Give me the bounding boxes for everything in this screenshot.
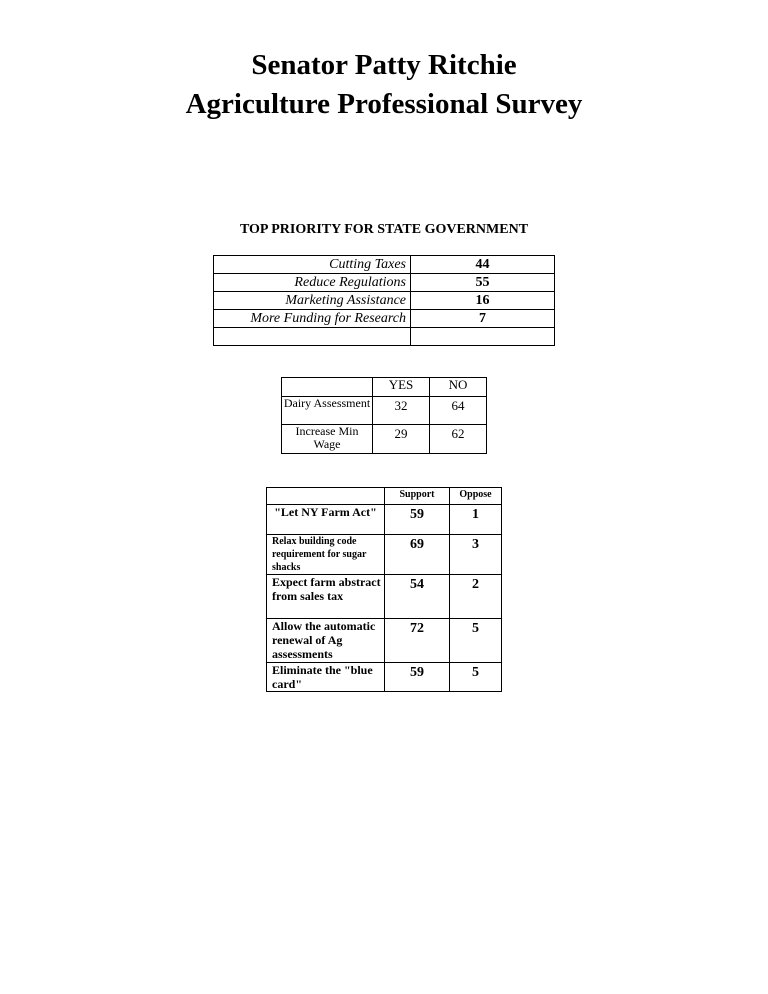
priority-heading: TOP PRIORITY FOR STATE GOVERNMENT (239, 222, 529, 237)
support-value (385, 575, 450, 619)
priority-value: 7 (411, 310, 555, 328)
support-header: Support (385, 488, 450, 505)
support-value-text: 72 (410, 621, 424, 636)
oppose-value (450, 619, 502, 663)
row-label: Relax building code requirement for sugar shacks (267, 535, 385, 575)
oppose-value (450, 535, 502, 575)
oppose-value-text: 1 (472, 507, 479, 522)
title-line-2: Agriculture Professional Survey (185, 88, 583, 120)
table-header-row (282, 378, 487, 397)
oppose-header: Oppose (450, 488, 502, 505)
table-row (267, 575, 502, 619)
row-label: Eliminate the "blue card" (267, 663, 385, 692)
priority-value: 44 (411, 256, 555, 274)
row-label: "Let NY Farm Act" (267, 505, 385, 535)
table-row (214, 292, 555, 310)
priority-value: 55 (411, 274, 555, 292)
table-row (267, 619, 502, 663)
priority-value: 16 (411, 292, 555, 310)
no-header: NO (430, 378, 487, 397)
table-row (214, 274, 555, 292)
row-label: Expect farm abstract from sales tax (267, 575, 385, 619)
no-value: 64 (430, 397, 487, 425)
priority-label: Marketing Assistance (214, 292, 411, 310)
yes-value: 32 (373, 397, 430, 425)
support-value (385, 663, 450, 692)
title-line-1: Senator Patty Ritchie (251, 49, 517, 81)
table-row (214, 256, 555, 274)
table-header-row (267, 488, 502, 505)
yes-value: 29 (373, 425, 430, 454)
yes-header: YES (373, 378, 430, 397)
table-row (282, 425, 487, 454)
table-row-empty (214, 328, 555, 346)
oppose-value (450, 575, 502, 619)
table-row (267, 505, 502, 535)
row-label: Allow the automatic renewal of Ag assessments (267, 619, 385, 663)
support-value-text: 69 (410, 537, 424, 552)
yes-no-table (281, 377, 487, 454)
empty-header-cell (282, 378, 373, 397)
table-row (267, 535, 502, 575)
support-value (385, 619, 450, 663)
support-value-text: 59 (410, 507, 424, 522)
oppose-value-text: 5 (472, 621, 479, 636)
support-value-text: 54 (410, 577, 424, 592)
support-value (385, 535, 450, 575)
support-value-text: 59 (410, 665, 424, 680)
empty-cell (411, 328, 555, 346)
row-label: Dairy Assessment (282, 397, 373, 425)
empty-cell (214, 328, 411, 346)
priority-label: Reduce Regulations (214, 274, 411, 292)
table-row (267, 663, 502, 692)
priority-label: More Funding for Research (214, 310, 411, 328)
oppose-value (450, 505, 502, 535)
table-row (282, 397, 487, 425)
oppose-value-text: 2 (472, 577, 479, 592)
table-row (214, 310, 555, 328)
empty-header-cell (267, 488, 385, 505)
priority-label: Cutting Taxes (214, 256, 411, 274)
support-value (385, 505, 450, 535)
support-oppose-table (266, 487, 502, 692)
row-label: Increase Min Wage (282, 425, 373, 454)
no-value: 62 (430, 425, 487, 454)
oppose-value-text: 5 (472, 665, 479, 680)
oppose-value (450, 663, 502, 692)
oppose-value-text: 3 (472, 537, 479, 552)
priority-table (213, 255, 555, 346)
